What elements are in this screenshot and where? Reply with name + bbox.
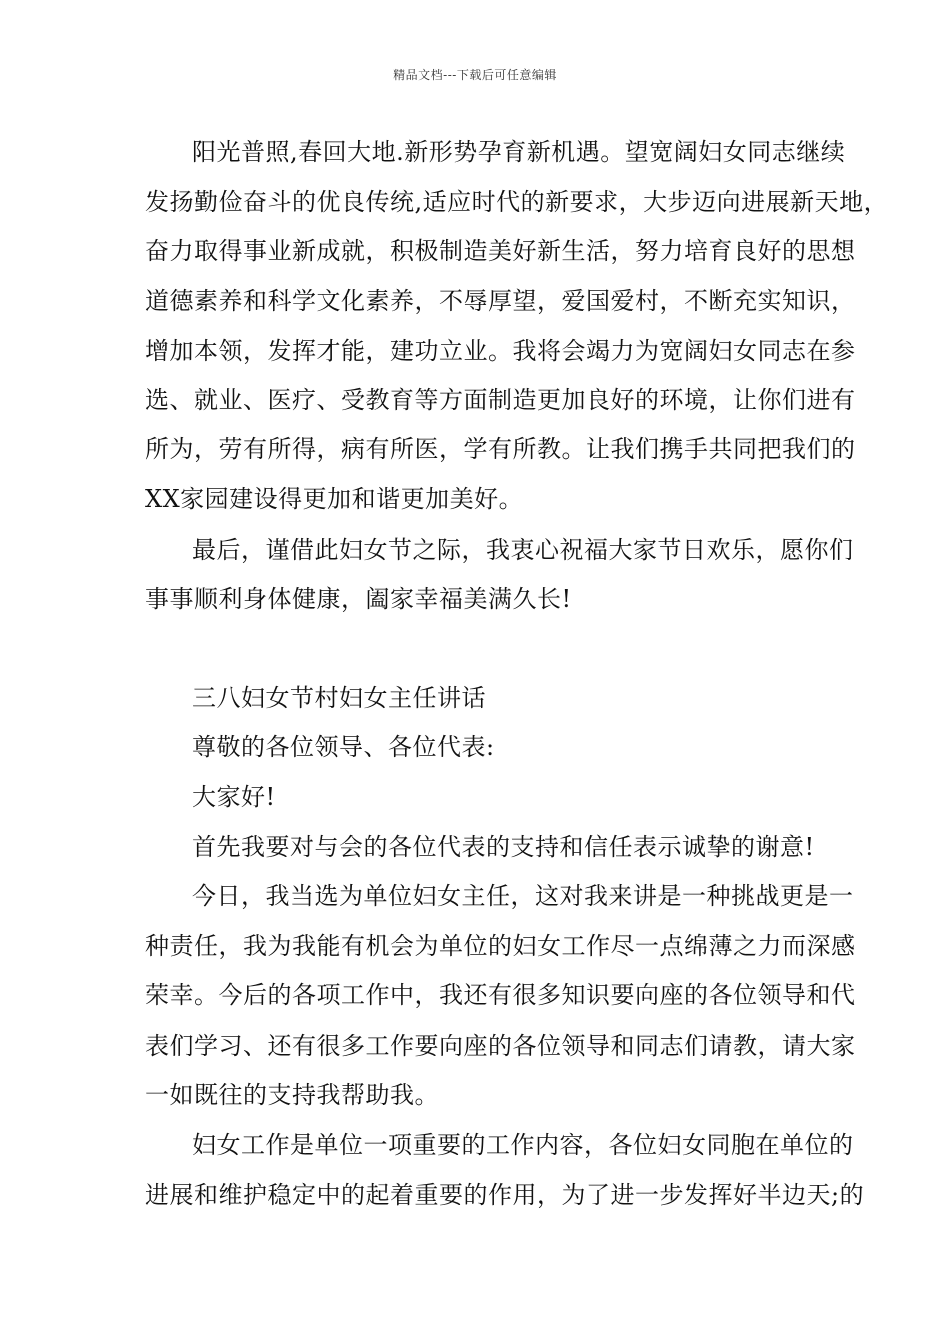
text-line: 奋力取得事业新成就，积极制造美好新生活，努力培育良好的思想 — [145, 237, 856, 265]
text-line: 最后，谨借此妇女节之际，我衷心祝福大家节日欢乐，愿你们 — [192, 536, 854, 564]
text-line: 选、就业、医疗、受教育等方面制造更加良好的环境，让你们进有 — [145, 386, 856, 414]
greeting: 大家好! — [192, 783, 276, 811]
speech-title: 三八妇女节村妇女主任讲话 — [192, 684, 486, 712]
text-line: 所为，劳有所得，病有所医，学有所教。让我们携手共同把我们的 — [145, 435, 856, 463]
text-line: 发扬勤俭奋斗的优良传统,适应时代的新要求，大步迈向进展新天地， — [145, 188, 889, 216]
text-line: 增加本领，发挥才能，建功立业。我将会竭力为宽阔妇女同志在参 — [145, 337, 856, 365]
text-line: 表们学习、还有很多工作要向座的各位领导和同志们请教，请大家 — [145, 1032, 856, 1060]
text-line: 一如既往的支持我帮助我。 — [145, 1081, 439, 1109]
text-line: 妇女工作是单位一项重要的工作内容，各位妇女同胞在单位的 — [192, 1131, 854, 1159]
text-line: 阳光普照,春回大地.新形势孕育新机遇。望宽阔妇女同志继续 — [192, 138, 846, 166]
text-line: XX家园建设得更加和谐更加美好。 — [145, 485, 524, 513]
text-line: 种责任，我为我能有机会为单位的妇女工作尽一点绵薄之力而深感 — [145, 932, 856, 960]
text-line: 进展和维护稳定中的起着重要的作用，为了进一步发挥好半边天;的 — [145, 1181, 865, 1209]
text-line: 道德素养和科学文化素养，不辱厚望，爱国爱村，不断充实知识， — [145, 287, 856, 315]
text-line: 事事顺利身体健康，阖家幸福美满久长! — [145, 585, 572, 613]
page-header: 精品文档---下载后可任意编辑 — [393, 68, 557, 82]
text-line: 今日，我当选为单位妇女主任，这对我来讲是一种挑战更是一 — [192, 882, 854, 910]
text-line: 首先我要对与会的各位代表的支持和信任表示诚挚的谢意! — [192, 833, 815, 861]
text-line: 荣幸。今后的各项工作中，我还有很多知识要向座的各位领导和代 — [145, 981, 856, 1009]
salutation: 尊敬的各位领导、各位代表: — [192, 733, 495, 761]
